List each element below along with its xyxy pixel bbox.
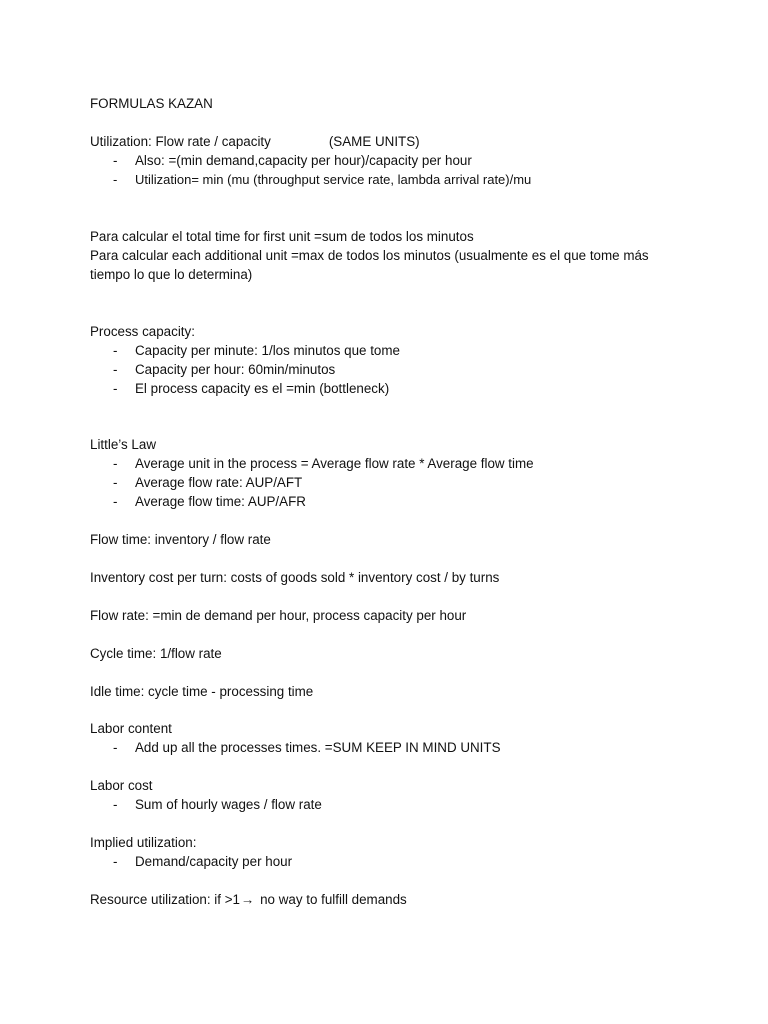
littles-law-bullet-2: Average flow rate: AUP/AFT: [135, 475, 303, 490]
document-title: FORMULAS KAZAN: [90, 96, 213, 111]
para-total-time: Para calcular el total time for first unit =sum de todos los minutos: [90, 229, 474, 244]
arrow-right-icon: →: [240, 892, 255, 907]
littles-law-heading: Little’s Law: [90, 437, 156, 452]
bullet-marker: -: [113, 362, 118, 377]
cycle-time-line: Cycle time: 1/flow rate: [90, 646, 222, 661]
bullet-marker: -: [113, 740, 118, 755]
labor-cost-heading: Labor cost: [90, 778, 153, 793]
process-capacity-bullet-3: El process capacity es el =min (bottleneck): [135, 381, 390, 396]
littles-law-bullet-3: Average flow time: AUP/AFR: [135, 494, 306, 509]
labor-cost-bullet-1: Sum of hourly wages / flow rate: [135, 797, 322, 812]
utilization-bullet-2: Utilization= min (mu (throughput service rate, lambda arrival rate)/mu: [135, 172, 532, 187]
bullet-marker: -: [113, 475, 118, 490]
flow-rate-line: Flow rate: =min de demand per hour, process capacity per hour: [90, 608, 467, 623]
bullet-marker: -: [113, 381, 118, 396]
resource-utilization-text: Resource utilization: if >1: [90, 892, 240, 907]
process-capacity-heading: Process capacity:: [90, 324, 195, 339]
bullet-marker: -: [113, 854, 118, 869]
utilization-bullet-1: Also: =(min demand,capacity per hour)/capacity per hour: [135, 153, 472, 168]
inventory-cost-line: Inventory cost per turn: costs of goods sold * inventory cost / by turns: [90, 570, 500, 585]
flow-time-line: Flow time: inventory / flow rate: [90, 532, 271, 547]
utilization-units: (SAME UNITS): [328, 134, 420, 149]
para-each-additional-1: Para calcular each additional unit =max de todos los minutos (usualmente es el que tome más: [90, 248, 649, 263]
process-capacity-bullet-1: Capacity per minute: 1/los minutos que tome: [135, 343, 400, 358]
implied-utilization-heading: Implied utilization:: [90, 835, 197, 850]
utilization-label: Utilization: Flow rate / capacity: [90, 134, 271, 149]
bullet-marker: -: [113, 343, 118, 358]
labor-content-heading: Labor content: [90, 721, 172, 736]
implied-utilization-bullet-1: Demand/capacity per hour: [135, 854, 293, 869]
bullet-marker: -: [113, 172, 118, 187]
bullet-marker: -: [113, 153, 118, 168]
bullet-marker: -: [113, 456, 118, 471]
littles-law-bullet-1: Average unit in the process = Average flow rate * Average flow time: [135, 456, 534, 471]
idle-time-line: Idle time: cycle time - processing time: [90, 684, 314, 699]
bullet-marker: -: [113, 494, 118, 509]
labor-content-bullet-1: Add up all the processes times. =SUM KEEP IN MIND UNITS: [135, 740, 501, 755]
resource-utilization-line: [90, 890, 407, 909]
resource-utilization-consequence: no way to fulfill demands: [256, 892, 407, 907]
utilization-line: [90, 132, 420, 151]
process-capacity-bullet-2: Capacity per hour: 60min/minutos: [135, 362, 336, 377]
para-each-additional-2: tiempo lo que lo determina): [90, 267, 253, 282]
bullet-marker: -: [113, 797, 118, 812]
